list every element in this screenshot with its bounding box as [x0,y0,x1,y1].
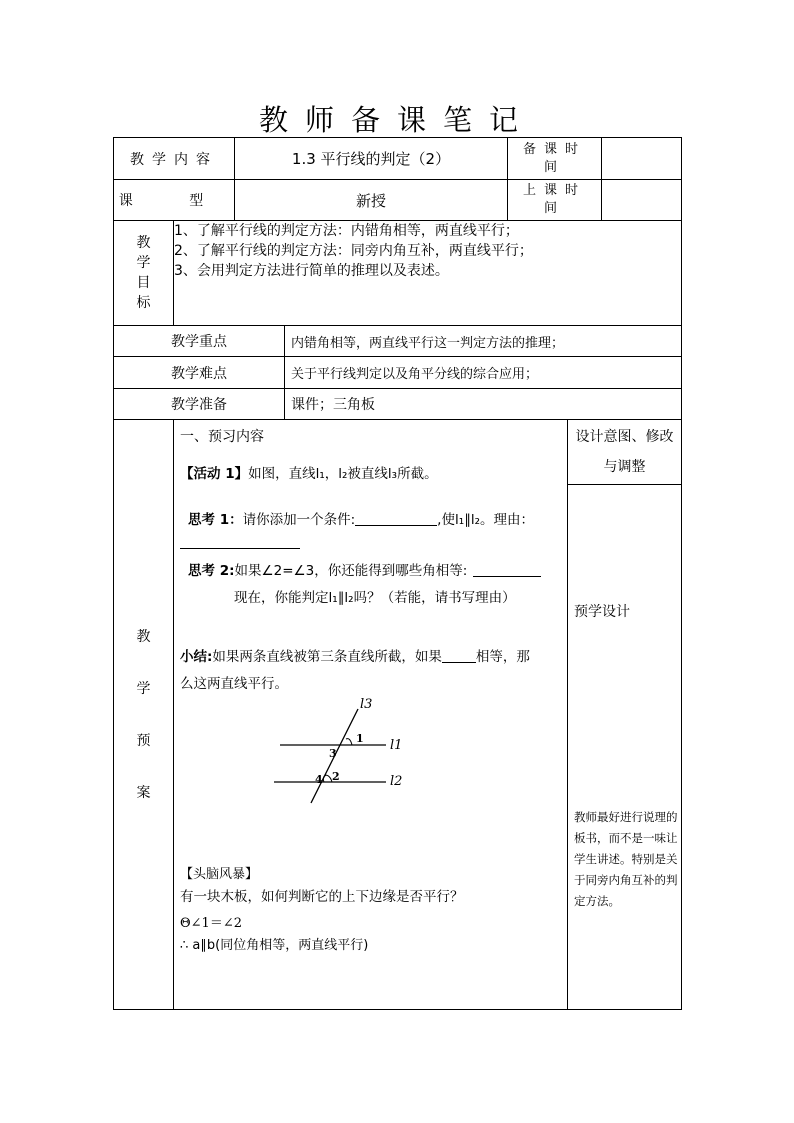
label-l3: l3 [360,697,373,712]
difficulty-value: 关于平行线判定以及角平分线的综合应用； [285,357,682,389]
objective-item: 2、了解平行线的判定方法：同旁内角互补，两直线平行； [174,243,533,259]
think1-blank[interactable] [355,511,437,526]
think1-tail: ,使l₁∥l₂。理由： [437,512,535,528]
think2-text: 如果∠2=∠3，你还能得到哪些角相等: [234,563,468,579]
prep-time-label: 备课时间 [508,138,602,180]
proof-line-1: Θ∠1＝∠2 [180,916,242,931]
key-point-value: 内错角相等，两直线平行这一判定方法的推理； [285,326,682,357]
angle-1-arc [346,739,352,745]
angle-4-arc [323,775,326,782]
section-title: 一、预习内容 [180,429,264,445]
preview-design-label: 预学设计 [574,604,631,620]
content-label: 教学内容 [114,138,235,180]
objective-item: 1、了解平行线的判定方法：内错角相等，两直线平行； [174,223,519,239]
preview-label-char: 预 [136,732,151,749]
key-point-label: 教学重点 [114,326,285,357]
label-angle-3: 3 [329,747,337,760]
activity-label: 【活动 1】 [180,466,249,482]
label-l1: l1 [390,738,403,753]
page-title: 教师备课笔记 [258,103,535,137]
parallel-lines-figure [264,695,414,805]
summary-blank[interactable] [442,648,476,663]
label-angle-2: 2 [332,770,340,783]
think1-label: 思考 1： [188,512,243,528]
activity-line [180,462,438,482]
class-time-label: 上课时间 [508,180,602,221]
preview-label [114,420,174,1010]
side-header: 设计意图、修改与调整 [568,420,682,485]
think2-label: 思考 2: [188,563,235,579]
preparation-value: 课件；三角板 [285,389,682,420]
think1-line [188,508,534,528]
proof-line-2: ∴ a∥b(同位角相等，两直线平行) [180,938,369,953]
lesson-plan-table [113,137,682,1010]
think2-question: 现在，你能判定l₁∥l₂吗？（若能，请书写理由） [234,590,516,606]
summary-label: 小结: [180,649,213,665]
objective-item: 3、会用判定方法进行简单的推理以及表述。 [174,263,449,279]
label-l2: l2 [390,774,403,789]
label-angle-1: 1 [356,732,364,745]
angle-2-arc [325,775,332,782]
summary-text-b: 相等，那 [475,649,530,665]
summary-line-2: 么这两直线平行。 [180,676,288,692]
label-angle-4: 4 [315,773,323,786]
preview-label-char: 教 [136,628,151,645]
brainstorm-question: 有一块木板，如何判断它的上下边缘是否平行？ [180,889,464,905]
side-column [568,485,682,1010]
brainstorm-title: 【头脑风暴】 [180,867,259,882]
preview-label-char: 学 [136,680,151,697]
class-time-value[interactable] [602,180,682,221]
type-label: 课 型 [114,180,235,221]
content-value: 1.3 平行线的判定（2） [235,138,508,180]
think1-answer-line[interactable] [180,534,300,551]
type-value: 新授 [235,180,508,221]
activity-text: 如图，直线l₁，l₂被直线l₃所截。 [248,466,438,482]
preparation-label: 教学准备 [114,389,285,420]
summary-line [180,645,530,665]
summary-text-a: 如果两条直线被第三条直线所截，如果 [212,649,442,665]
prep-time-value[interactable] [602,138,682,180]
preview-label-char: 案 [136,784,151,801]
objectives-list [174,221,682,326]
think2-line [188,559,541,579]
difficulty-label: 教学难点 [114,357,285,389]
preview-content [174,420,568,1010]
objectives-label: 教学目标 [114,221,174,326]
side-note: 教师最好进行说理的板书，而不是一味让学生讲述。特别是关于同旁内角互补的判定方法。 [574,810,678,908]
think1-text: 请你添加一个条件: [242,512,356,528]
think2-blank[interactable] [473,562,541,577]
think1-answer-blank[interactable] [180,534,300,549]
